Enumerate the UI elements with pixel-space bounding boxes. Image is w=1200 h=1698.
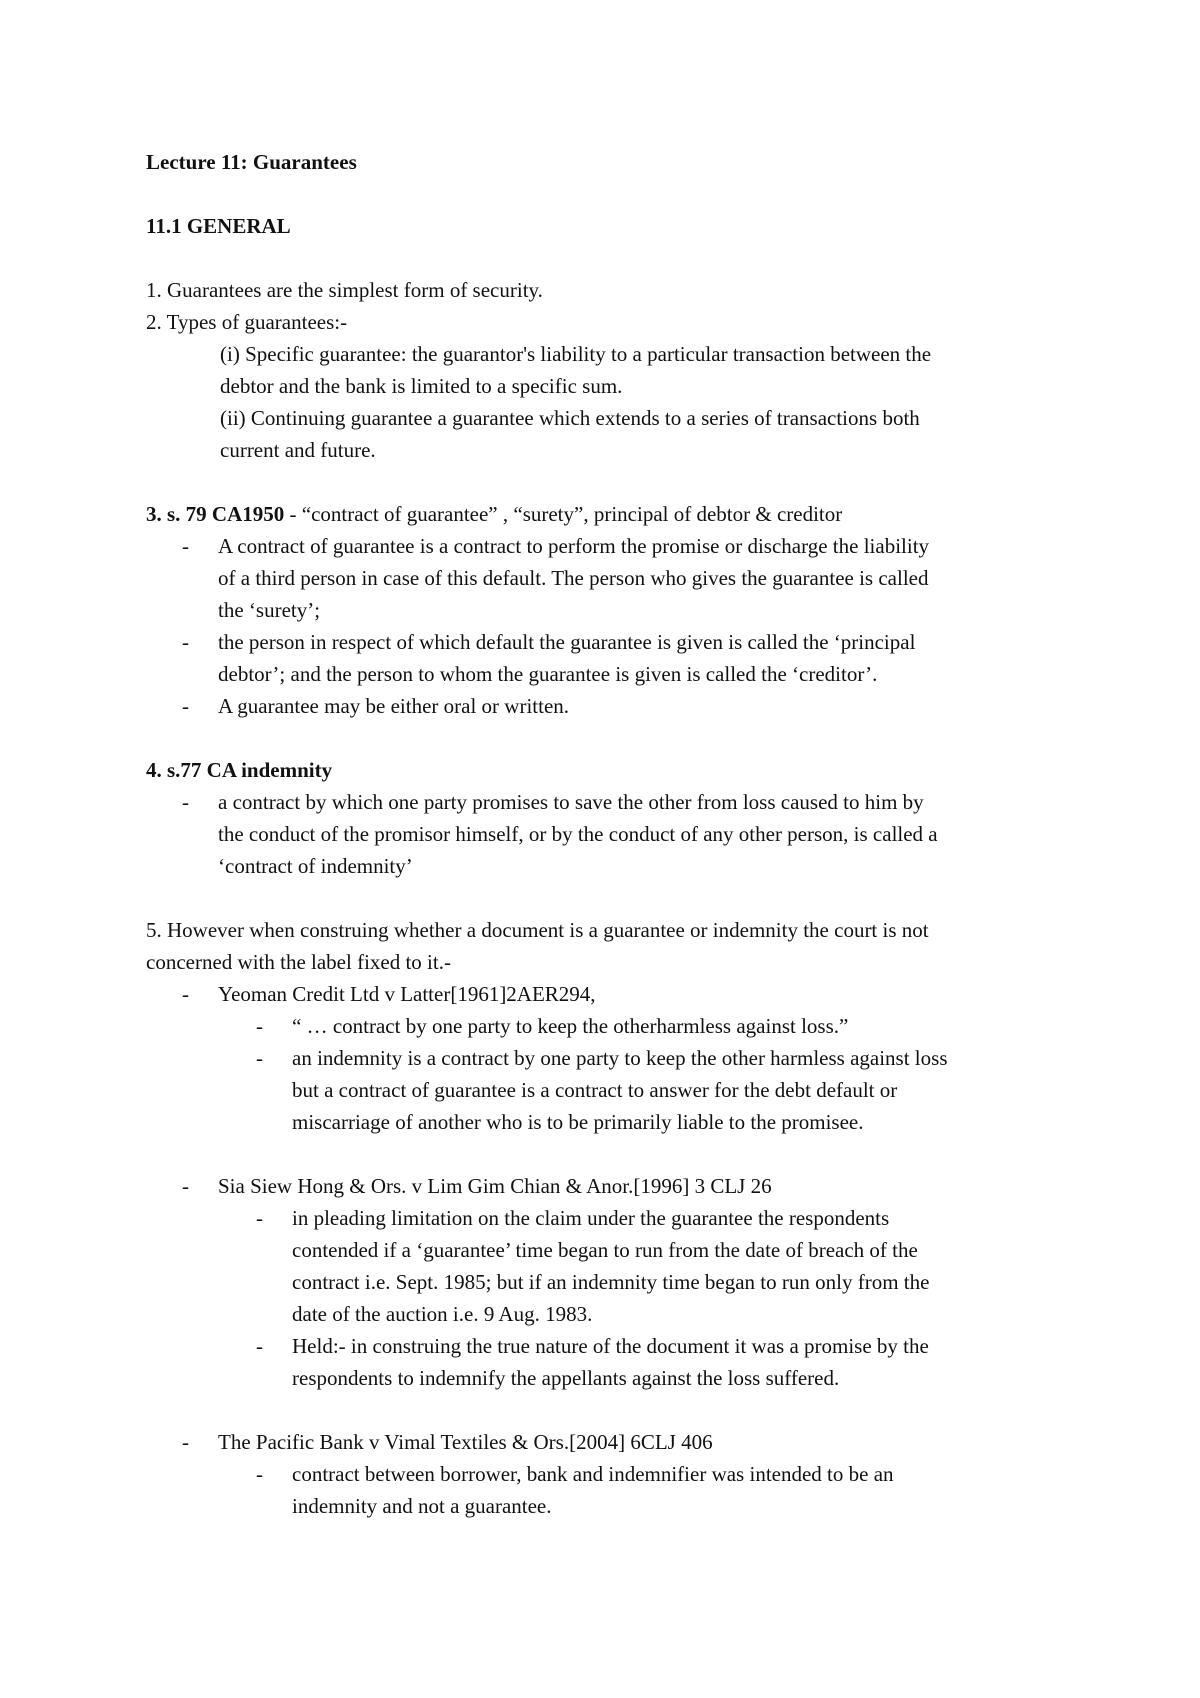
sub-list-item-text: Held:- in construing the true nature of the document it was a promise by the [292,1334,929,1358]
sub-list-item [146,1458,1096,1490]
sub-list-item-continuation [146,1074,1096,1106]
list-item-text: the conduct of the promisor himself, or by the conduct of any other person, is called a [218,822,938,846]
continuing-guarantee-line-2: current and future. [220,438,376,462]
sub-list-item [146,1202,1096,1234]
continuing-guarantee-line-1: (ii) Continuing guarantee a guarantee which extends to a series of transactions both [220,406,920,430]
dash-bullet: - [182,534,189,558]
sub-list-item-text: contract i.e. Sept. 1985; but if an indemnity time began to run only from the [292,1270,930,1294]
list-item-continuation [146,818,1096,850]
case-citation: Yeoman Credit Ltd v Latter[1961]2AER294, [218,982,596,1006]
sub-list-item-text: date of the auction i.e. 9 Aug. 1983. [292,1302,593,1326]
paragraph-3-heading [146,498,1096,530]
list-item-text: the ‘surety’; [218,598,321,622]
list-item-continuation [146,562,1096,594]
specific-guarantee-line-1: (i) Specific guarantee: the guarantor's liability to a particular transaction between the [220,342,932,366]
case-citation: Sia Siew Hong & Ors. v Lim Gim Chian & Anor.[1996] 3 CLJ 26 [218,1174,772,1198]
section-79-terms: - “contract of guarantee” , “surety”, principal of debtor & creditor [284,502,843,526]
dash-bullet: - [256,1046,263,1070]
sub-list-item-continuation [146,1266,1096,1298]
section-heading: 11.1 GENERAL [146,214,291,238]
sub-list-item-continuation [146,1234,1096,1266]
sub-list-item-text: respondents to indemnify the appellants against the loss suffered. [292,1366,840,1390]
paragraph-2-heading: 2. Types of guarantees:- [146,310,348,334]
case-pacific-bank [146,1426,1096,1458]
dash-bullet: - [256,1334,263,1358]
list-item-continuation [146,658,1096,690]
paragraph-5-line-2: concerned with the label fixed to it.- [146,950,451,974]
dash-bullet: - [182,790,189,814]
sub-list-item-continuation [146,1298,1096,1330]
sub-list-item-text: contended if a ‘guarantee’ time began to run from the date of breach of the [292,1238,918,1262]
sub-list-item-text: but a contract of guarantee is a contract to answer for the debt default or [292,1078,898,1102]
sub-list-item-text: an indemnity is a contract by one party to keep the other harmless against loss [292,1046,948,1070]
dash-bullet: - [256,1014,263,1038]
sub-list-item-text: contract between borrower, bank and indemnifier was intended to be an [292,1462,894,1486]
sub-list-item-continuation [146,1490,1096,1522]
list-item-continuation [146,594,1096,626]
specific-guarantee-line-2: debtor and the bank is limited to a specific sum. [220,374,623,398]
sub-list-item [146,1330,1096,1362]
paragraph-5-line-1: 5. However when construing whether a document is a guarantee or indemnity the court is not [146,918,929,942]
document-page [146,146,1096,1522]
list-item-text: A contract of guarantee is a contract to perform the promise or discharge the liability [218,534,930,558]
paragraph-1: 1. Guarantees are the simplest form of security. [146,278,543,302]
list-item-text: debtor’; and the person to whom the guarantee is given is called the ‘creditor’. [218,662,878,686]
sub-list-item-continuation [146,1362,1096,1394]
list-item [146,786,1096,818]
dash-bullet: - [182,982,189,1006]
case-yeoman-credit [146,978,1096,1010]
case-sia-siew-hong [146,1170,1096,1202]
list-item-text: a contract by which one party promises to save the other from loss caused to him by [218,790,924,814]
sub-list-item [146,1010,1096,1042]
dash-bullet: - [182,694,189,718]
dash-bullet: - [256,1462,263,1486]
list-item-text: of a third person in case of this default. The person who gives the guarantee is called [218,566,929,590]
dash-bullet: - [182,630,189,654]
list-item [146,530,1096,562]
sub-list-item-text: indemnity and not a guarantee. [292,1494,552,1518]
dash-bullet: - [256,1206,263,1230]
list-item-text: ‘contract of indemnity’ [218,854,413,878]
paragraph-4-heading: 4. s.77 CA indemnity [146,758,333,782]
list-item-continuation [146,850,1096,882]
list-item-text: A guarantee may be either oral or written. [218,694,570,718]
dash-bullet: - [182,1174,189,1198]
list-item-text: the person in respect of which default the guarantee is given is called the ‘principal [218,630,916,654]
sub-list-item-continuation [146,1106,1096,1138]
sub-list-item [146,1042,1096,1074]
sub-list-item-text: “ … contract by one party to keep the otherharmless against loss.” [292,1014,849,1038]
list-item [146,626,1096,658]
page-title: Lecture 11: Guarantees [146,150,357,174]
section-79-reference: 3. s. 79 CA1950 [146,502,285,526]
case-citation: The Pacific Bank v Vimal Textiles & Ors.[2004] 6CLJ 406 [218,1430,713,1454]
sub-list-item-text: in pleading limitation on the claim under the guarantee the respondents [292,1206,890,1230]
list-item [146,690,1096,722]
sub-list-item-text: miscarriage of another who is to be primarily liable to the promisee. [292,1110,864,1134]
dash-bullet: - [182,1430,189,1454]
